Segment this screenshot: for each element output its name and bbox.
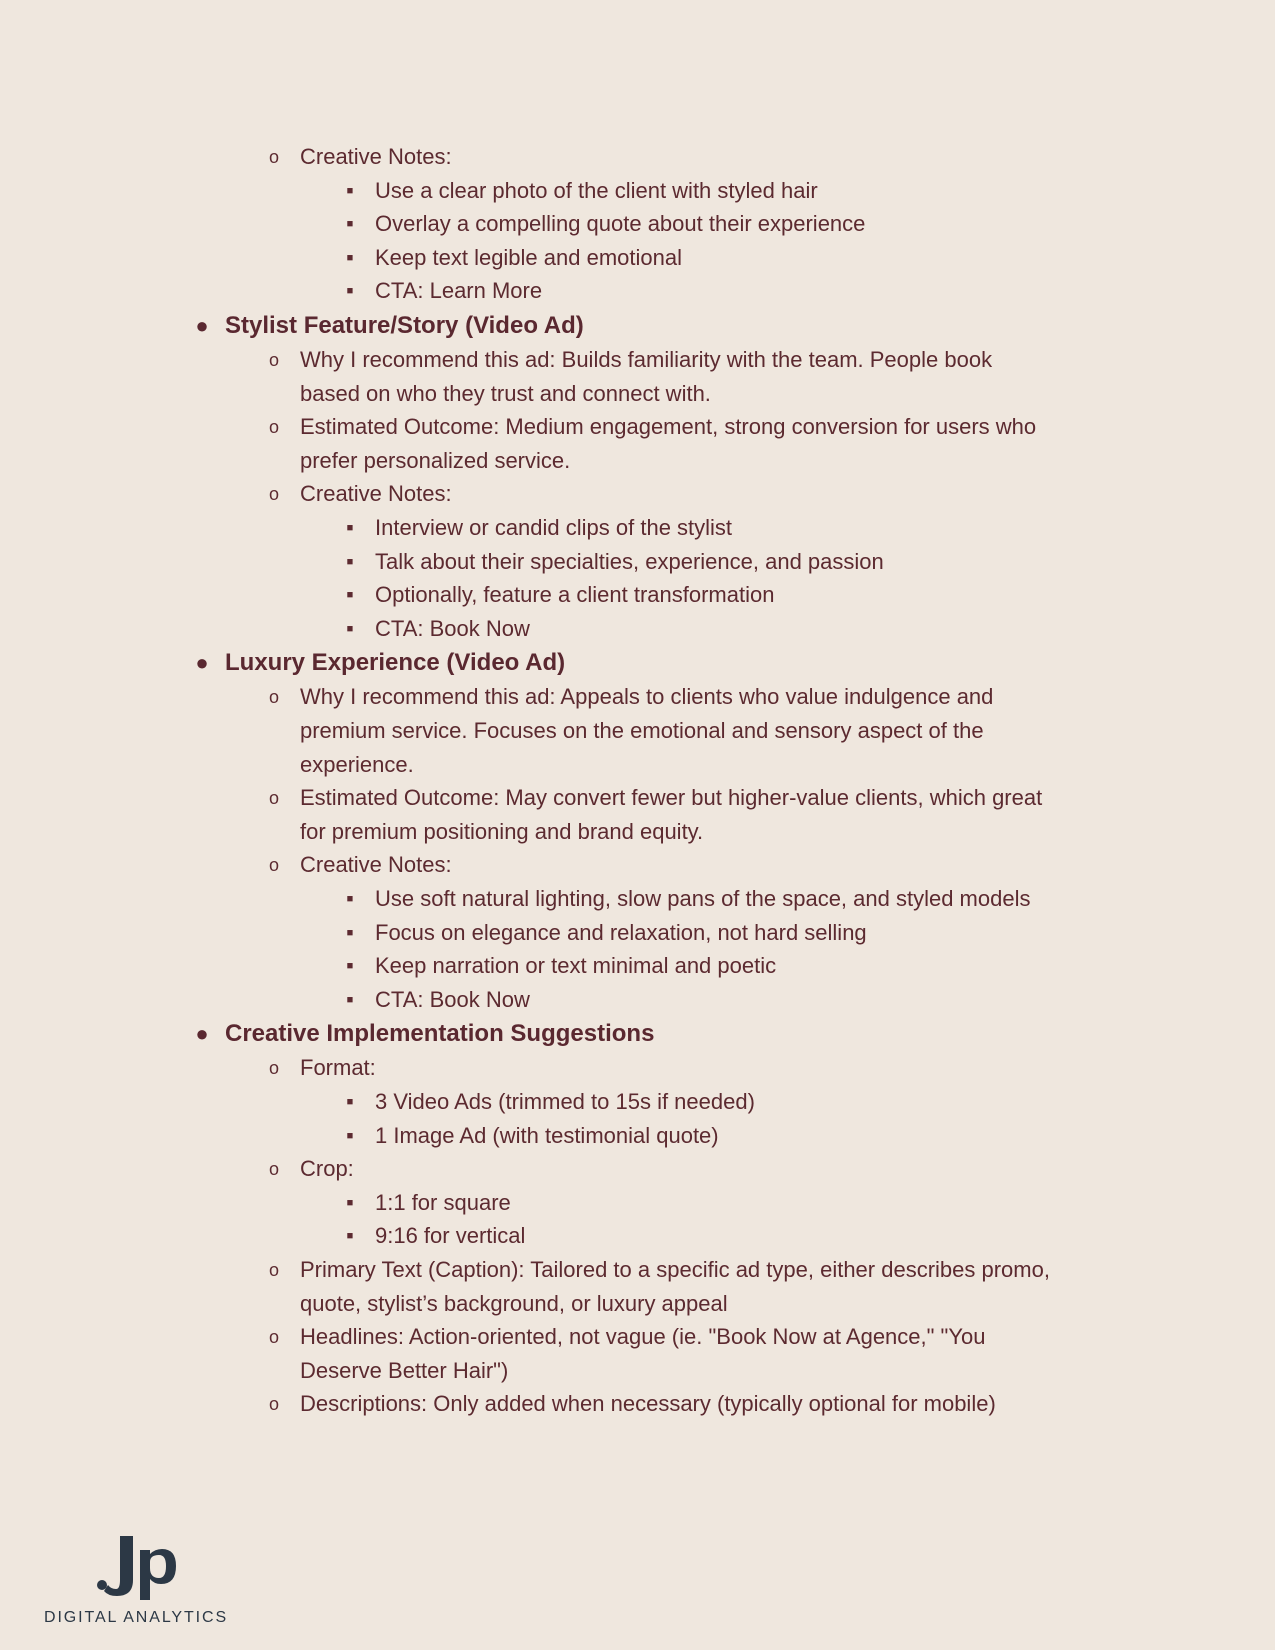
text-line: Creative Notes: (300, 144, 452, 169)
text-line: Overlay a compelling quote about their experience (375, 211, 866, 237)
bullet-marker: ● (195, 313, 209, 338)
bullet-marker: o (268, 1394, 279, 1415)
text-line: Creative Notes: (300, 852, 452, 878)
text-line: CTA: Book Now (375, 615, 530, 641)
text-line: 1 Image Ad (with testimonial quote) (375, 1122, 719, 1148)
text-line: prefer personalized service. (300, 447, 571, 473)
text-line: Deserve Better Hair") (300, 1357, 509, 1383)
text-line: CTA: Learn More (375, 278, 543, 304)
text-line: Keep narration or text minimal and poetic (375, 953, 777, 979)
bullet-marker: o (268, 1058, 279, 1079)
text-line: quote, stylist’s background, or luxury appeal (300, 1290, 728, 1316)
text-line: Focus on elegance and relaxation, not hard selling (375, 919, 867, 945)
bullet-marker: ■ (346, 184, 354, 197)
company-logo (44, 1530, 239, 1630)
text-line: 1:1 for square (375, 1189, 511, 1215)
detail-item (346, 882, 1135, 916)
detail-item (346, 949, 1135, 983)
text-line: Creative Notes: (300, 481, 452, 507)
text-line: Why I recommend this ad: Appeals to clients who value indulgence and (300, 684, 994, 710)
detail-item (346, 983, 1135, 1017)
section-heading (195, 645, 1165, 680)
text-line: Why I recommend this ad: Builds familiarity with the team. People book (300, 347, 993, 372)
text-line: 3 Video Ads (trimmed to 15s if needed) (375, 1089, 755, 1114)
bullet-marker: o (268, 1159, 279, 1180)
sub-item (268, 781, 1130, 848)
bullet-marker: ■ (346, 251, 354, 264)
text-line: Creative Implementation Suggestions (225, 1020, 655, 1048)
text-line: CTA: Book Now (375, 986, 530, 1012)
bullet-marker: ■ (346, 522, 354, 534)
text-line: Use a clear photo of the client with styled hair (375, 177, 818, 203)
bullet-marker: ● (195, 650, 209, 676)
text-line: Optionally, feature a client transformation (375, 582, 775, 608)
detail-item (346, 916, 1135, 950)
text-line: Use soft natural lighting, slow pans of the space, and styled models (375, 886, 1031, 911)
bullet-marker: ■ (346, 893, 354, 905)
detail-item (346, 1186, 1135, 1220)
bullet-marker: ■ (346, 926, 354, 939)
bullet-marker: o (268, 687, 279, 708)
text-line: Descriptions: Only added when necessary (typically optional for mobile) (300, 1391, 996, 1417)
sub-item (268, 343, 1130, 410)
bullet-marker: ■ (346, 960, 354, 973)
text-line: Stylist Feature/Story (Video Ad) (225, 312, 584, 339)
bullet-marker: o (268, 1327, 279, 1348)
text-line: for premium positioning and brand equity. (300, 818, 704, 844)
sub-item (268, 410, 1130, 477)
sub-item (268, 1051, 1130, 1085)
jp-logo-mark (90, 1530, 190, 1600)
sub-item (268, 140, 1130, 174)
bullet-marker: ■ (346, 555, 354, 568)
logo-wordmark: DIGITAL ANALYTICS (44, 1609, 229, 1626)
detail-item (346, 578, 1135, 612)
detail-item (346, 207, 1135, 241)
bullet-marker: ■ (346, 1096, 354, 1108)
detail-item (346, 174, 1135, 208)
bullet-marker: ■ (346, 1129, 354, 1142)
text-line: experience. (300, 751, 414, 777)
bullet-marker: o (268, 855, 279, 876)
bullet-marker: o (268, 147, 279, 167)
sub-item (268, 1387, 1130, 1421)
text-line: Format: (300, 1055, 376, 1081)
detail-item (346, 1219, 1135, 1253)
text-line: premium service. Focuses on the emotional and sensory aspect of the (300, 717, 984, 743)
text-line: Headlines: Action-oriented, not vague (ie. "Book Now at Agence," "You (300, 1324, 986, 1350)
text-line: Crop: (300, 1156, 354, 1182)
bullet-marker: o (268, 417, 279, 438)
detail-item (346, 274, 1135, 308)
sub-item (268, 848, 1130, 882)
bullet-marker: ■ (346, 1230, 354, 1243)
text-line: Luxury Experience (Video Ad) (225, 649, 566, 677)
text-line: Estimated Outcome: May convert fewer but higher-value clients, which great (300, 785, 1043, 811)
text-line: 9:16 for vertical (375, 1223, 526, 1249)
sub-item (268, 1320, 1130, 1387)
bullet-marker: ■ (346, 589, 354, 602)
bullet-marker: ■ (346, 285, 354, 298)
sub-item (268, 477, 1130, 511)
bullet-marker: o (268, 350, 279, 370)
detail-item (346, 241, 1135, 275)
bullet-marker: o (268, 1260, 279, 1280)
section-heading (195, 308, 1165, 343)
text-line: based on who they trust and connect with. (300, 380, 711, 406)
text-line: Estimated Outcome: Medium engagement, strong conversion for users who (300, 414, 1037, 440)
detail-item (346, 1119, 1135, 1153)
bullet-marker: ● (195, 1021, 209, 1047)
bullet-marker: o (268, 788, 279, 809)
sub-item (268, 1253, 1130, 1320)
text-line: Interview or candid clips of the stylist (375, 515, 733, 540)
detail-item (346, 545, 1135, 579)
bullet-marker: ■ (346, 993, 354, 1006)
section-heading (195, 1016, 1165, 1051)
bullet-marker: ■ (346, 622, 354, 635)
sub-item (268, 680, 1130, 781)
detail-item (346, 1085, 1135, 1119)
sub-item (268, 1152, 1130, 1186)
text-line: Keep text legible and emotional (375, 244, 682, 270)
bullet-marker: ■ (346, 1196, 354, 1209)
detail-item (346, 511, 1135, 545)
text-line: Primary Text (Caption): Tailored to a specific ad type, either describes promo, (300, 1257, 1050, 1282)
text-line: Talk about their specialties, experience, and passion (375, 548, 884, 574)
bullet-marker: ■ (346, 218, 354, 231)
bullet-marker: o (268, 484, 279, 505)
detail-item (346, 612, 1135, 646)
